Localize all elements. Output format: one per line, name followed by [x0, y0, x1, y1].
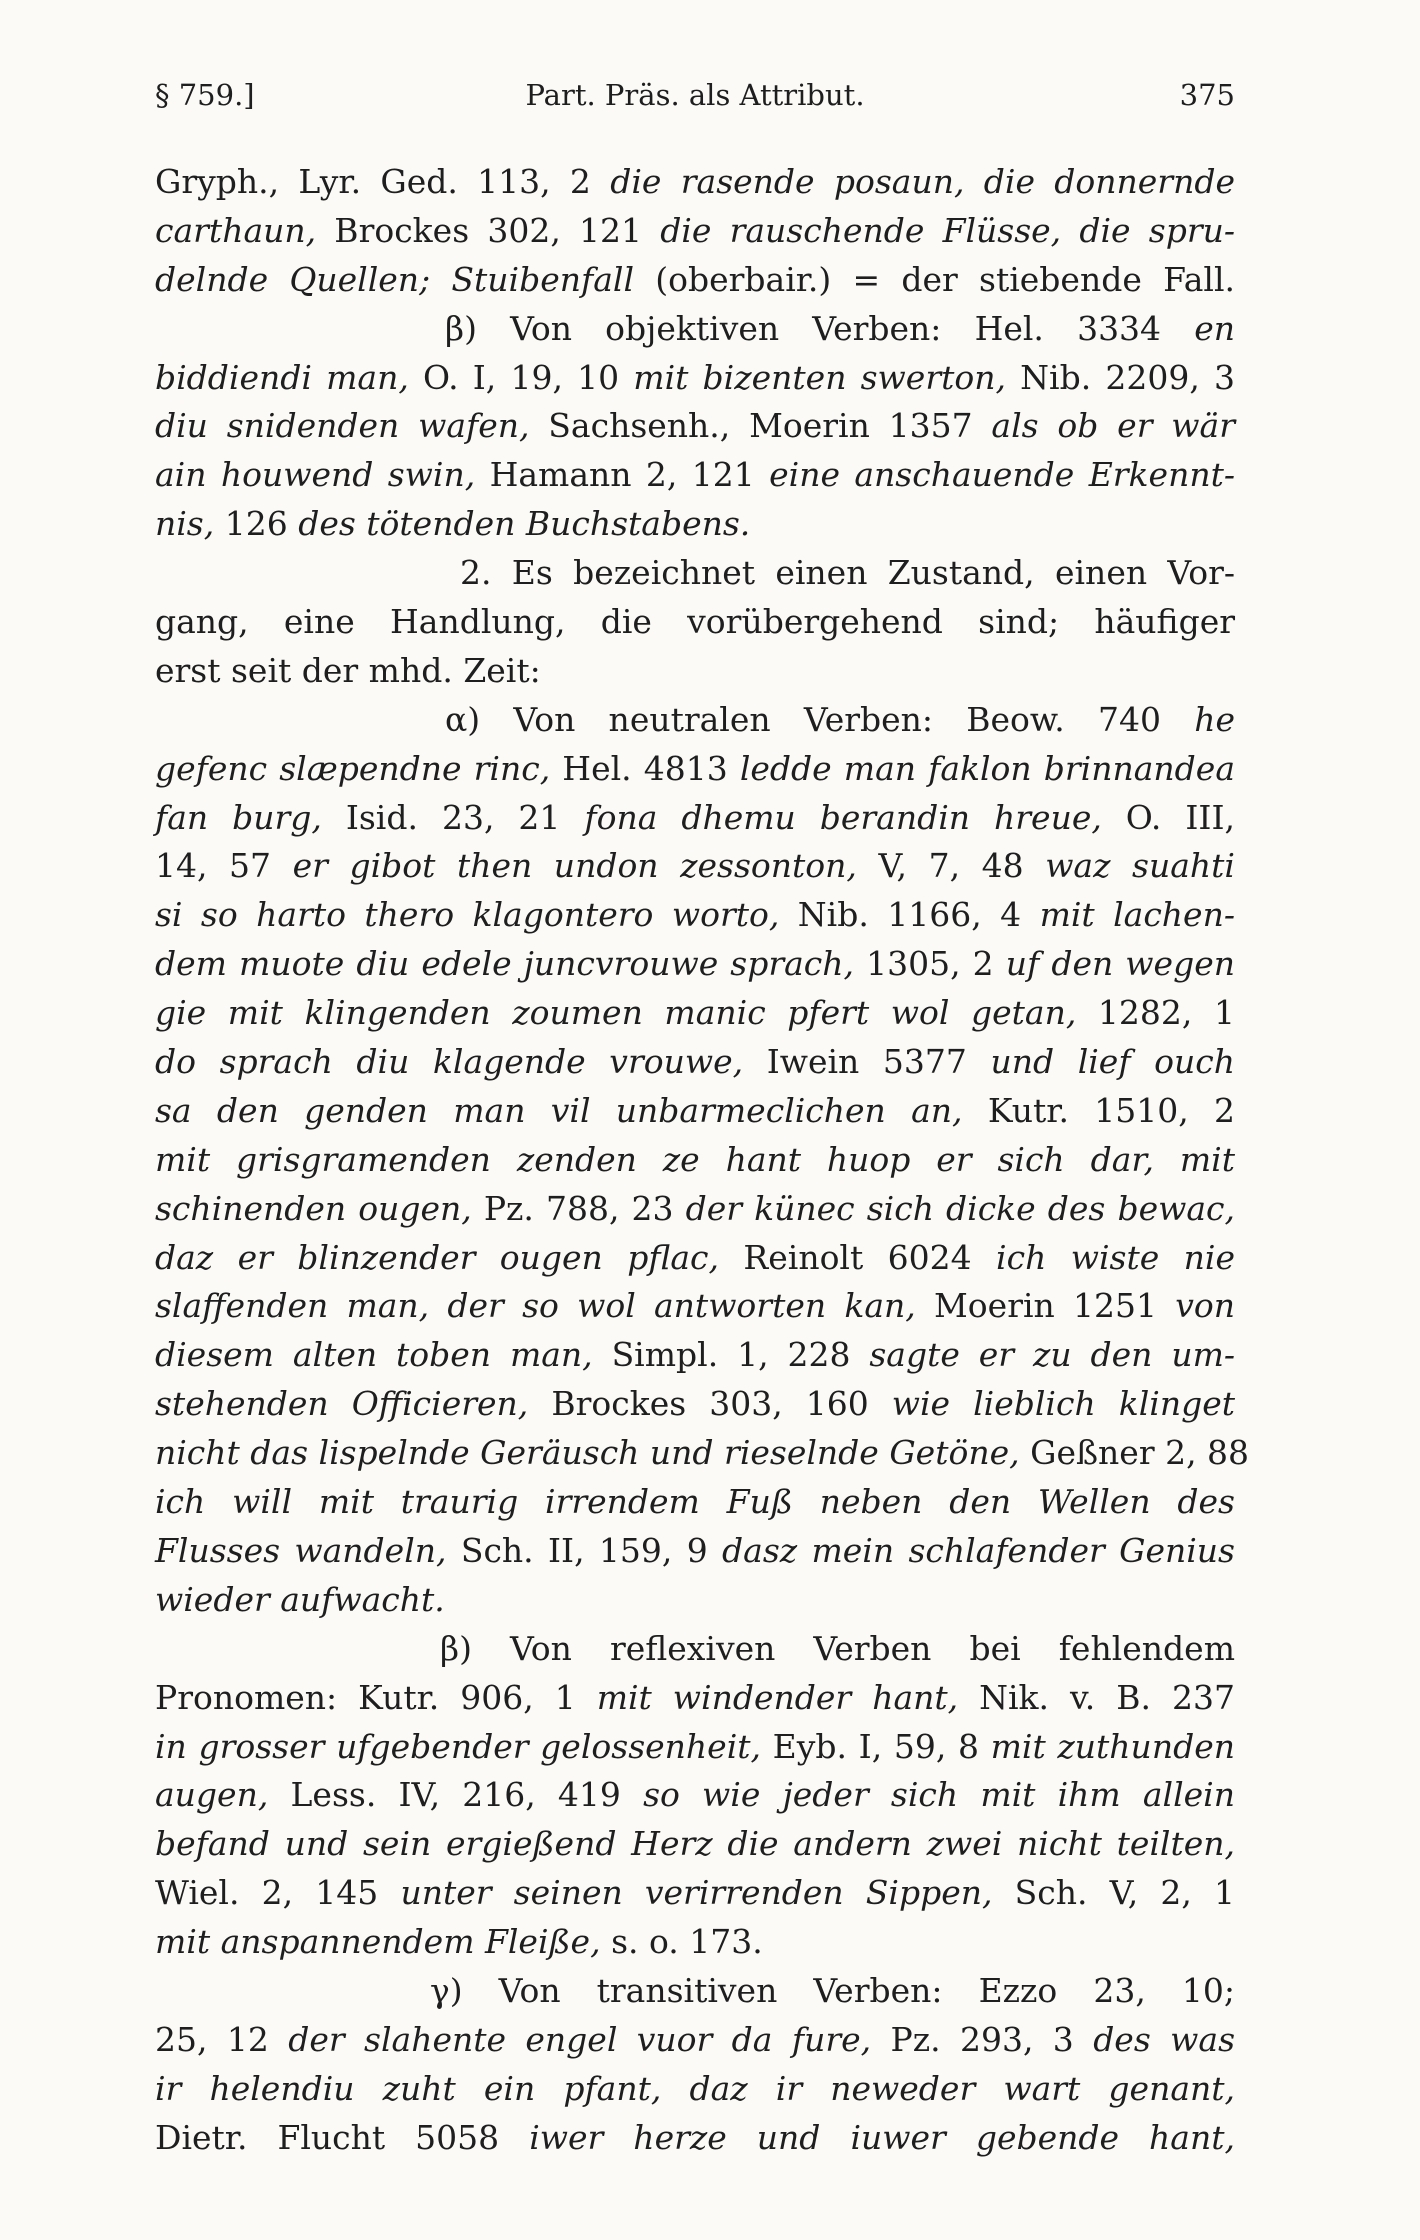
italic-citation-text: des tötenden Buchstabens. [298, 504, 751, 544]
text-line [155, 1869, 1235, 1918]
text-segment: O. I, 19, 10 [408, 357, 634, 397]
text-line [155, 1771, 1235, 1820]
italic-citation-text: unter seinen verirrenden Sippen, [400, 1873, 993, 1913]
italic-citation-text: ich will mit traurig irrendem Fuß neben den Wellen des [155, 1482, 1235, 1522]
italic-citation-text: ich wiste nie [996, 1237, 1235, 1277]
text-segment [430, 260, 451, 299]
italic-citation-text: befand und sein ergießend Herz die andern zwei nicht teilten, [155, 1824, 1235, 1864]
text-segment: 1305, 2 [854, 944, 1006, 984]
text-line [155, 402, 1235, 451]
text-line [155, 891, 1235, 940]
italic-citation-text: mit windender hant, [596, 1677, 959, 1717]
italic-citation-text: in grosser ufgebender gelossenheit, [155, 1726, 761, 1766]
italic-citation-text: en [1194, 308, 1235, 348]
italic-citation-text: stehenden Officieren, [155, 1384, 529, 1424]
italic-citation-text: sa den genden man vil unbarmeclichen an, [155, 1090, 963, 1130]
text-line [155, 1331, 1235, 1380]
italic-citation-text: eine anschauende Erkennt- [769, 455, 1236, 495]
running-title: Part. Präs. als Attribut. [525, 78, 865, 112]
italic-citation-text: von [1175, 1286, 1235, 1326]
italic-citation-text: diesem alten toben man, [155, 1335, 593, 1375]
italic-citation-text: mit grisgramenden zenden ze hant huop er sich dar, mit [155, 1139, 1235, 1179]
italic-citation-text: er gibot then undon zessonton, [292, 846, 857, 886]
text-segment: Dietr. Flucht 5058 [155, 2117, 530, 2157]
text-line [155, 940, 1235, 989]
text-line [155, 2114, 1235, 2163]
text-segment: gang, eine Handlung, die vorübergehend sind; häufiger [155, 602, 1235, 642]
text-line [155, 1234, 1235, 1283]
text-segment: Nib. 1166, 4 [779, 895, 1040, 935]
italic-citation-text: gefenc slæpendne rinc, [155, 748, 551, 788]
italic-citation-text: waz suahti [1045, 846, 1235, 886]
text-line [155, 1038, 1235, 1087]
italic-citation-text: slaffenden man, der so wol antworten kan, [155, 1286, 916, 1326]
text-line [155, 989, 1235, 1038]
text-line [155, 745, 1235, 794]
text-line [155, 305, 1235, 354]
page-number: 375 [1179, 78, 1235, 112]
text-segment: O. III, [1101, 797, 1235, 837]
italic-citation-text: und lief ouch [990, 1042, 1235, 1082]
text-segment: Sch. II, 159, 9 [446, 1530, 723, 1570]
italic-citation-text: Stuibenfall [451, 259, 635, 299]
text-segment: Wiel. 2, 145 [155, 1873, 401, 1913]
text-line [155, 2016, 1235, 2065]
text-line [155, 1429, 1250, 1478]
text-line [155, 1967, 1235, 2016]
italic-citation-text: Flusses wandeln, [155, 1530, 447, 1570]
text-segment: V, 7, 48 [856, 846, 1046, 886]
text-segment: Pz. 788, 23 [471, 1188, 686, 1228]
text-line [155, 842, 1235, 891]
italic-citation-text: diu snidenden wafen, [155, 406, 530, 446]
text-segment: β) Von objektiven Verben: Hel. 3334 [445, 308, 1195, 348]
italic-citation-text: iwer herze und iuwer gebende hant, [529, 2117, 1235, 2157]
text-segment: (oberbair.) = der stiebende Fall. [634, 259, 1236, 299]
italic-citation-text: delnde Quellen; [155, 259, 431, 299]
italic-citation-text: fan burg, [155, 797, 322, 837]
text-segment: Eyb. I, 59, 8 [761, 1726, 991, 1766]
text-segment: Moerin 1251 [915, 1286, 1176, 1326]
italic-citation-text: ain houwend swin, [155, 455, 476, 495]
text-line [155, 1918, 1235, 1967]
text-segment: 126 [214, 504, 299, 544]
italic-citation-text: der künec sich dicke des bewac, [685, 1188, 1235, 1228]
text-segment: erst seit der mhd. Zeit: [155, 650, 541, 690]
text-line [155, 1576, 1235, 1625]
text-segment: Less. IV, 216, 419 [268, 1775, 644, 1815]
text-segment: γ) Von transitiven Verben: Ezzo 23, 10; [430, 1970, 1235, 2010]
italic-citation-text: fona dhemu berandin hreue, [584, 797, 1102, 837]
italic-citation-text: so wie jeder sich mit ihm allein [643, 1775, 1235, 1815]
italic-citation-text: si so harto thero klagontero worto, [155, 895, 780, 935]
text-line [155, 1380, 1235, 1429]
italic-citation-text: biddiendi man, [155, 357, 409, 397]
text-line [155, 1625, 1235, 1674]
body-text [155, 158, 1250, 2163]
page-header [155, 78, 1235, 122]
italic-citation-text: carthaun, [155, 210, 317, 250]
text-line [155, 2065, 1235, 2114]
text-line [155, 549, 1235, 598]
text-segment: Sachsenh., Moerin 1357 [529, 406, 992, 446]
text-segment: Kutr. 1510, 2 [962, 1090, 1235, 1130]
text-segment: Hamann 2, 121 [475, 455, 770, 495]
text-segment: 1282, 1 [1076, 993, 1235, 1033]
italic-citation-text: mit lachen- [1039, 895, 1235, 935]
italic-citation-text: der slahente engel vuor da fure, [288, 2019, 872, 2059]
italic-citation-text: dem muote diu edele juncvrouwe sprach, [155, 944, 855, 984]
text-segment: s. o. 173. [600, 1922, 763, 1962]
text-segment: 2. Es bezeichnet einen Zustand, einen Vor- [460, 553, 1235, 593]
text-line [155, 1674, 1235, 1723]
text-segment: 25, 12 [155, 2019, 289, 2059]
italic-citation-text: ledde man faklon brinnandea [739, 748, 1235, 788]
italic-citation-text: dasz mein schlafender Genius [722, 1530, 1235, 1570]
text-line [155, 1136, 1235, 1185]
text-segment: Hel. 4813 [550, 748, 740, 788]
text-line [155, 1820, 1235, 1869]
text-line [155, 1478, 1235, 1527]
italic-citation-text: mit bizenten swerton, [633, 357, 1006, 397]
text-line [155, 451, 1235, 500]
text-segment: Simpl. 1, 228 [592, 1335, 870, 1375]
italic-citation-text: nis, [155, 504, 215, 544]
italic-citation-text: schinenden ougen, [155, 1188, 472, 1228]
italic-citation-text: mit zuthunden [990, 1726, 1235, 1766]
text-segment: Pz. 293, 3 [871, 2019, 1094, 2059]
italic-citation-text: als ob er wär [991, 406, 1235, 446]
text-segment: Isid. 23, 21 [321, 797, 585, 837]
text-line [155, 696, 1235, 745]
italic-citation-text: he [1194, 699, 1235, 739]
italic-citation-text: sagte er zu den um- [869, 1335, 1236, 1375]
text-line [155, 158, 1235, 207]
text-segment: Iwein 5377 [743, 1042, 991, 1082]
text-line [155, 794, 1235, 843]
text-segment: Nik. v. B. 237 [958, 1677, 1235, 1717]
text-line [155, 598, 1235, 647]
italic-citation-text: uf den wegen [1005, 944, 1235, 984]
text-segment: β) Von reflexiven Verben bei fehlendem [440, 1628, 1235, 1668]
italic-citation-text: ir helendiu zuht ein pfant, daz ir neweder wart genant, [155, 2068, 1235, 2108]
italic-citation-text: daz er blinzender ougen pflac, [155, 1237, 719, 1277]
italic-citation-text: die rauschende Flüsse, die spru- [660, 210, 1235, 250]
text-line [155, 1527, 1235, 1576]
italic-citation-text: wieder aufwacht. [155, 1579, 445, 1619]
text-line [155, 1723, 1235, 1772]
text-line [155, 207, 1235, 256]
text-line [155, 1185, 1235, 1234]
text-segment: Reinolt 6024 [718, 1237, 997, 1277]
text-segment: α) Von neutralen Verben: Beow. 740 [445, 699, 1195, 739]
text-line [155, 647, 1235, 696]
italic-citation-text: nicht das lispelnde Geräusch und rieselnde Getöne, [155, 1433, 1020, 1473]
text-line [155, 1282, 1235, 1331]
text-segment: Nib. 2209, 3 [1005, 357, 1235, 397]
italic-citation-text: do sprach diu klagende vrouwe, [155, 1042, 744, 1082]
text-segment: Brockes 303, 160 [528, 1384, 892, 1424]
text-line [155, 354, 1235, 403]
text-segment: Gryph., Lyr. Ged. 113, 2 [155, 162, 611, 201]
italic-citation-text: die rasende posaun, die donnernde [610, 162, 1235, 201]
text-segment: Pronomen: Kutr. 906, 1 [155, 1677, 597, 1717]
italic-citation-text: wie lieblich klinget [891, 1384, 1235, 1424]
text-line [155, 500, 1235, 549]
italic-citation-text: augen, [155, 1775, 269, 1815]
text-line [155, 1087, 1235, 1136]
italic-citation-text: des was [1093, 2019, 1236, 2059]
text-segment: 14, 57 [155, 846, 293, 886]
section-reference: § 759.] [155, 78, 255, 112]
text-line [155, 256, 1235, 305]
text-segment: Brockes 302, 121 [316, 210, 661, 250]
text-segment: Geßner 2, 88 [1019, 1433, 1250, 1473]
italic-citation-text: gie mit klingenden zoumen manic pfert wol getan, [155, 993, 1077, 1033]
text-segment: Sch. V, 2, 1 [992, 1873, 1235, 1913]
italic-citation-text: mit anspannendem Fleiße, [155, 1922, 601, 1962]
